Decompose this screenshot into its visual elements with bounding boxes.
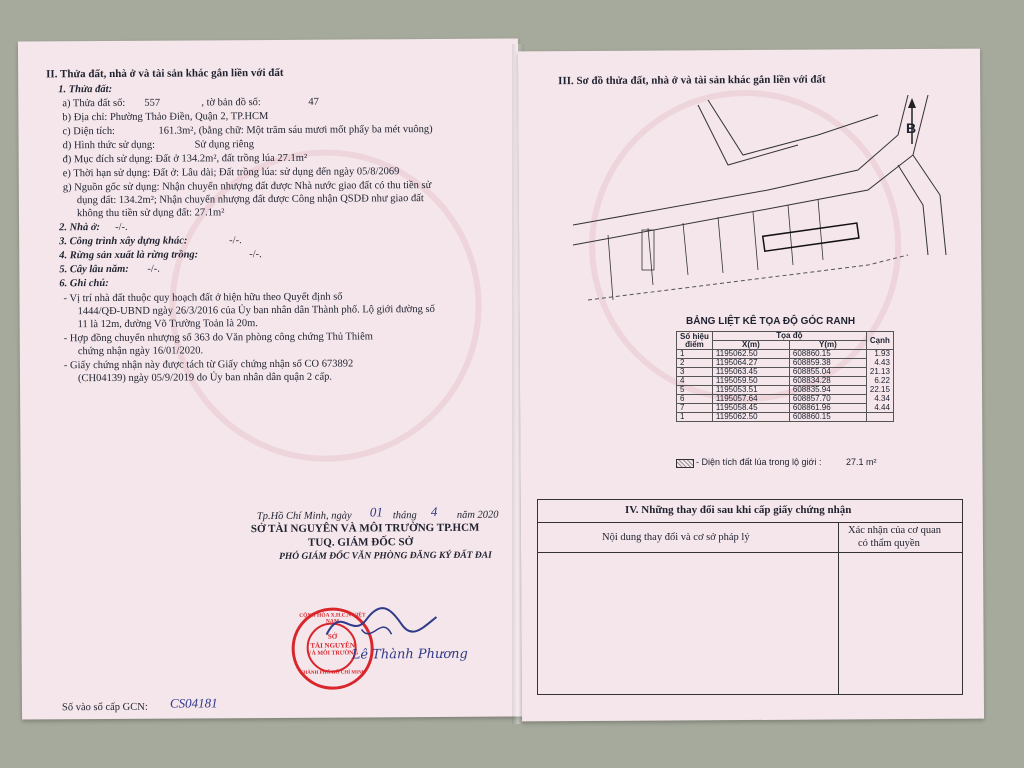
other-construction-label: 3. Công trình xây dựng khác: [59,235,188,248]
seal-text-2: TÀI NGUYÊN [310,641,355,650]
origin-line-3: không thu tiền sử dụng đất: 27.1m² [76,207,225,220]
area-value: 161.3m², (bằng chữ: Một trăm sáu mươi mốt phẩy ba mét vuông) [158,124,433,137]
map-sheet-label: , tờ bản đồ số: [201,97,261,109]
note-3-line-2: (CH04139) ngày 05/9/2019 do Ủy ban nhân dân quận 2 cấp. [77,371,333,385]
house-label: 2. Nhà ở: [59,222,101,234]
area-label: c) Diện tích: [62,125,116,138]
issue-month: 4 [430,503,438,520]
changes-confirm-header-2: có thẩm quyền [858,538,920,549]
legend-value: 27.1 m² [846,457,877,467]
house-value: -/-. [115,221,128,233]
col-x-header: X(m) [712,341,789,350]
legend-text: - Diện tích đất lúa trong lộ giới : [696,457,822,467]
note-1-line-1: - Vị trí nhà đất thuộc quy hoạch đất ở hiện hữu theo Quyết định số [63,291,343,305]
north-label: B [906,120,917,136]
usage-form-label: d) Hình thức sử dụng: [62,139,156,152]
signer-name: Lê Thành Phương [351,646,468,663]
address-line: b) Địa chỉ: Phường Thảo Điền, Quận 2, TP.HCM [62,111,269,124]
note-2-line-2: chứng nhận ngày 16/01/2020. [77,345,204,358]
left-page [18,38,522,719]
section-3-title: III. Sơ đồ thửa đất, nhà ở và tài sản khác gắn liền với đất [558,73,826,88]
perennial-trees-value: -/-. [147,263,160,275]
item-1-title: 1. Thửa đất: [58,83,113,96]
handwritten-signature [321,599,441,650]
section-2-title: II. Thửa đất, nhà ở và tài sản khác gắn liền với đất [46,66,284,81]
planted-forest-value: -/-. [249,249,262,261]
coordinate-table [676,331,894,422]
origin-line-1: g) Nguồn gốc sử dụng: Nhận chuyển nhượng đất được Nhà nước giao đất có thu tiền sử [62,180,432,194]
note-2-line-1: - Hợp đồng chuyển nhượng số 363 do Văn phòng công chứng Thủ Thiêm [63,331,373,345]
seal-bottom-text: THÀNH PHỐ HỒ CHÍ MINH [300,670,366,676]
notes-label: 6. Ghi chú: [59,277,109,290]
coordinate-table-title: BẢNG LIỆT KÊ TỌA ĐỘ GÓC RANH [686,316,856,327]
usage-term: e) Thời hạn sử dụng: Đất ở: Lâu dài; Đất trồng lúa: sử dụng đến ngày 05/8/2069 [62,166,400,180]
table-row: 5 1195053.51 608835.94 22.15 [677,386,894,395]
note-1-line-3: 11 là 12m, đường Võ Trường Toản là 20m. [77,318,258,331]
origin-line-2: dụng đất: 134.2m²; Nhận chuyển nhượng đất được Công nhận QSDĐ như giao đất [76,193,424,207]
table-row: 6 1195057.64 608857.70 4.34 [677,395,894,404]
issue-month-label: tháng [392,510,417,522]
registry-number-label: Số vào sổ cấp GCN: [61,701,148,714]
parcel-number-label: a) Thửa đất số: [62,97,126,110]
issue-date-prefix: Tp.Hồ Chí Minh, ngày [256,510,352,523]
note-3-line-1: - Giấy chứng nhận này được tách từ Giấy chứng nhận số CO 673892 [63,358,354,372]
seal-top-text: CỘNG HÒA X.H.C.N VIỆT NAM [299,612,366,625]
changes-confirm-header-1: Xác nhận của cơ quan [848,525,942,536]
table-row: 1 1195062.50 608860.15 [677,413,894,422]
usage-form-value: Sử dụng riêng [194,139,254,151]
agency-name: SỞ TÀI NGUYÊN VÀ MÔI TRƯỜNG TP.HCM [250,521,480,536]
perennial-trees-label: 5. Cây lâu năm: [59,263,129,276]
map-sheet-number: 47 [308,96,319,108]
authorization-line: TUQ. GIÁM ĐỐC SỞ [307,536,414,549]
table-row: 7 1195058.45 608861.96 4.44 [677,404,894,413]
seal-text-1: SỞ [327,632,338,641]
hatch-legend-swatch [676,459,694,468]
note-1-line-2: 1444/QĐ-UBND ngày 26/3/2016 của Ủy ban nhân dân Thành phố. Lộ giới đường số [77,303,435,318]
site-plan-diagram [568,95,948,310]
issue-year: năm 2020 [456,509,499,521]
col-coords-header: Tọa độ [712,332,866,341]
table-row: 1 1195062.50 608860.15 1.93 [677,350,894,359]
col-y-header: Y(m) [789,341,866,350]
changes-content-header: Nội dung thay đổi và cơ sở pháp lý [602,532,750,543]
signer-title: PHÓ GIÁM ĐỐC VĂN PHÒNG ĐĂNG KÝ ĐẤT ĐAI [279,550,492,562]
parcel-number: 557 [144,97,161,109]
issue-day: 01 [369,504,383,520]
table-row: 4 1195059.50 608834.28 6.22 [677,377,894,386]
table-row: 3 1195063.45 608855.04 21.13 [677,368,894,377]
col-edge-header: Cạnh [866,332,893,350]
seal-text-3: VÀ MÔI TRƯỜNG [307,650,359,657]
planted-forest-label: 4. Rừng sản xuất là rừng trồng: [59,249,199,262]
table-row: 2 1195064.27 608859.38 4.43 [677,359,894,368]
section-4-title: IV. Những thay đổi sau khi cấp giấy chứng nhận [625,504,852,516]
col-point-header: Số hiệu điểm [677,332,713,350]
usage-purpose: đ) Mục đích sử dụng: Đất ở 134.2m², đất trồng lúa 27.1m² [62,152,308,166]
other-construction-value: -/-. [229,235,242,247]
registry-number: CS04181 [169,695,218,711]
